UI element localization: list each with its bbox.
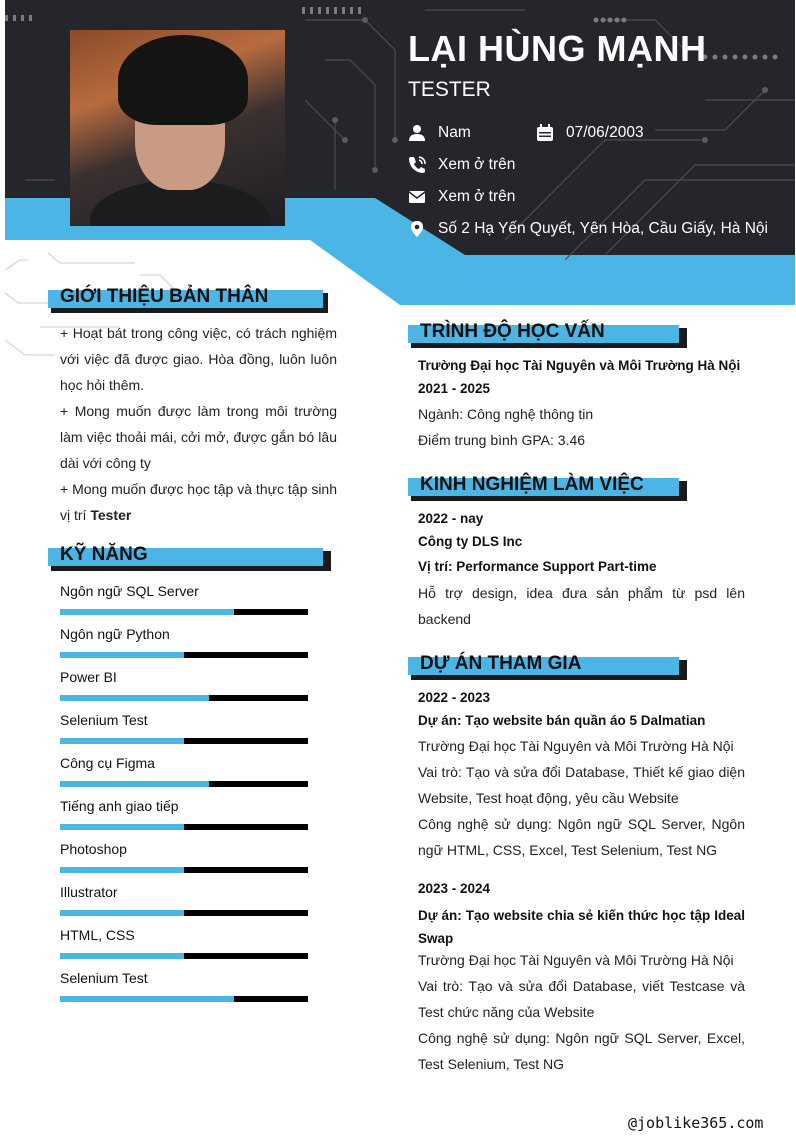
birthdate-row (536, 124, 644, 142)
skill-level-fill (60, 910, 184, 916)
skill-level-bar (60, 781, 308, 787)
skill-level-bar (60, 996, 308, 1002)
skill-level-bar (60, 609, 308, 615)
project-1-role: Vai trò: Tạo và sửa đổi Database, Thiết kế giao diện Website, Test hoạt động, yêu cầu Website (418, 764, 745, 806)
skill-item (60, 841, 308, 873)
skill-level-bar (60, 953, 308, 959)
skill-level-fill (60, 695, 209, 701)
skill-item (60, 798, 308, 830)
phone-value: Xem ở trên (438, 156, 516, 173)
project-1-tech: Công nghệ sử dụng: Ngôn ngữ SQL Server, Ngôn ngữ HTML, CSS, Excel, Test Selenium, Test NG (418, 816, 745, 858)
skill-item (60, 927, 308, 959)
project-1-period: 2022 - 2023 (418, 690, 491, 705)
skill-level-fill (60, 781, 209, 787)
skill-item (60, 755, 308, 787)
project-2-name: Dự án: Tạo website chia sẻ kiến thức học tập Ideal Swap (418, 908, 745, 946)
email-value: Xem ở trên (438, 188, 516, 205)
skill-level-bar (60, 695, 308, 701)
skill-label: Selenium Test (60, 970, 148, 986)
skill-item (60, 583, 308, 615)
skill-label: Ngôn ngữ Python (60, 626, 170, 642)
experience-period: 2022 - nay (418, 511, 484, 526)
skill-level-fill (60, 738, 184, 744)
experience-company: Công ty DLS Inc (418, 534, 523, 549)
project-1-name: Dự án: Tạo website bán quần áo 5 Dalmatian (418, 713, 706, 728)
user-icon (408, 124, 426, 142)
project-2-period: 2023 - 2024 (418, 881, 491, 896)
project-2-tech: Công nghệ sử dụng: Ngôn ngữ SQL Server, Excel, Test Selenium, Test NG (418, 1030, 745, 1072)
about-line-1: + Hoạt bát trong công việc, có trách nghiệm với việc đã được giao. Hòa đồng, luôn luôn học hỏi thêm. (60, 325, 337, 393)
about-line-3: + Mong muốn được học tập và thực tập sinh vị trí Tester (60, 481, 337, 523)
skill-label: Illustrator (60, 884, 118, 900)
skill-level-fill (60, 953, 184, 959)
profile-photo (70, 30, 285, 226)
education-school: Trường Đại học Tài Nguyên và Môi Trường Hà Nội (418, 358, 741, 373)
project-1-org: Trường Đại học Tài Nguyên và Môi Trường Hà Nội (418, 738, 734, 754)
skill-item (60, 884, 308, 916)
education-major: Ngành: Công nghệ thông tin (418, 406, 594, 422)
email-row (408, 188, 515, 206)
calendar-icon (536, 124, 554, 142)
skill-label: HTML, CSS (60, 927, 135, 943)
skill-item (60, 669, 308, 701)
education-period: 2021 - 2025 (418, 381, 491, 396)
about-line-2: + Mong muốn được làm trong môi trường làm việc thoải mái, cởi mở, được gắn bó lâu dài với công ty (60, 403, 337, 471)
location-pin-icon (408, 220, 426, 238)
phone-row (408, 156, 515, 174)
skill-label: Power BI (60, 669, 117, 685)
skill-label: Công cụ Figma (60, 755, 155, 771)
about-text (60, 320, 337, 528)
gender-row (408, 124, 471, 142)
candidate-role: TESTER (408, 78, 491, 101)
address-row (408, 220, 768, 238)
experience-position: Vị trí: Performance Support Part-time (418, 559, 657, 574)
skill-level-fill (60, 996, 234, 1002)
skill-item (60, 970, 308, 1002)
skill-level-bar (60, 652, 308, 658)
skill-level-bar (60, 738, 308, 744)
address-value: Số 2 Hạ Yến Quyết, Yên Hòa, Cầu Giấy, Hà Nội (438, 220, 768, 237)
project-2-role: Vai trò: Tạo và sửa đổi Database, viết Testcase và Test chức năng của Website (418, 978, 745, 1020)
skill-level-fill (60, 867, 184, 873)
birthdate-value: 07/06/2003 (566, 124, 644, 141)
skill-item (60, 626, 308, 658)
skill-level-bar (60, 824, 308, 830)
about-highlight: Tester (90, 507, 132, 523)
skill-level-fill (60, 652, 184, 658)
skill-level-bar (60, 867, 308, 873)
gender-value: Nam (438, 124, 471, 141)
skill-level-bar (60, 910, 308, 916)
experience-description: Hỗ trợ design, idea đưa sản phẩm từ psd lên backend (418, 585, 745, 627)
mail-icon (408, 188, 426, 206)
skill-item (60, 712, 308, 744)
skill-level-fill (60, 609, 234, 615)
candidate-name: LẠI HÙNG MẠNH (408, 28, 707, 69)
phone-icon (408, 156, 426, 174)
skill-level-fill (60, 824, 184, 830)
skill-label: Selenium Test (60, 712, 148, 728)
skill-label: Photoshop (60, 841, 127, 857)
skill-label: Ngôn ngữ SQL Server (60, 583, 199, 599)
footer-watermark: @joblike365.com (628, 1114, 764, 1132)
education-gpa: Điểm trung bình GPA: 3.46 (418, 432, 586, 448)
project-2-org: Trường Đại học Tài Nguyên và Môi Trường Hà Nội (418, 952, 734, 968)
skill-label: Tiếng anh giao tiếp (60, 798, 179, 814)
